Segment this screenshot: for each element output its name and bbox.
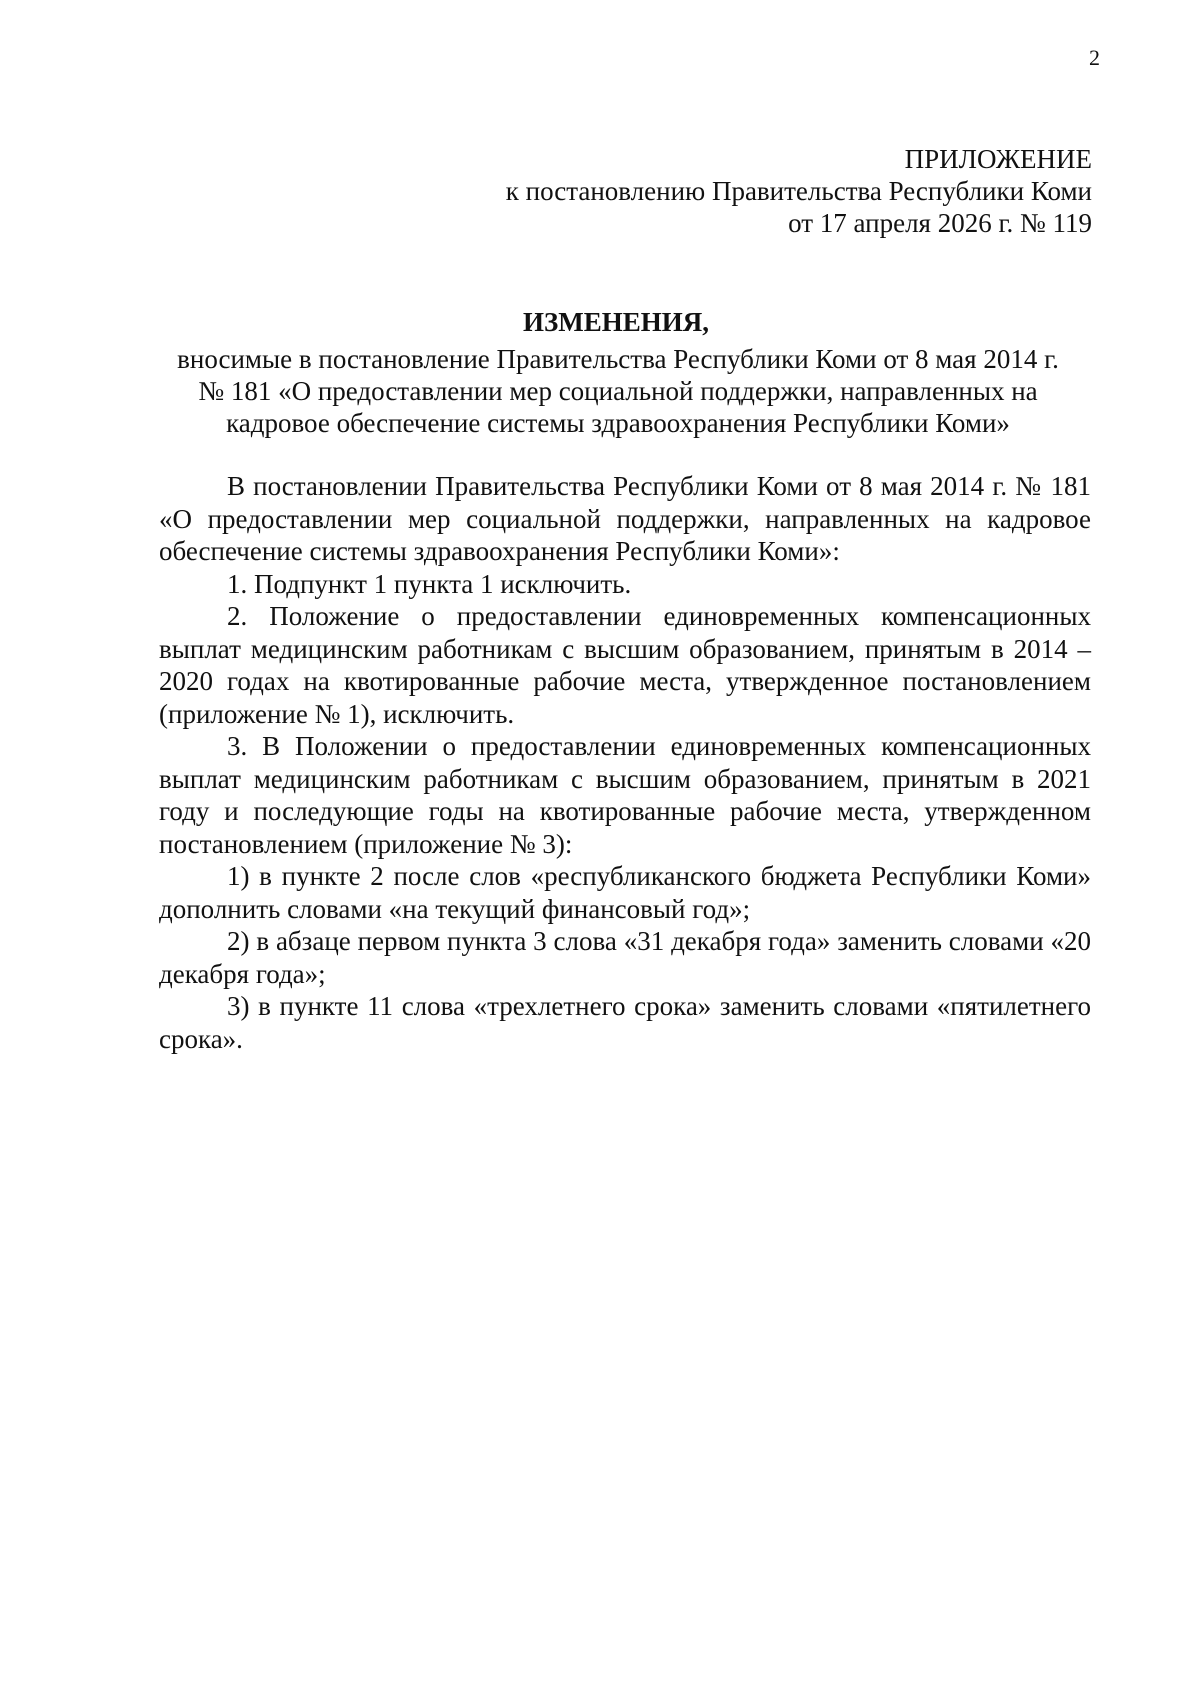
- appendix-reference: к постановлению Правительства Республики Коми: [505, 176, 1092, 206]
- body-paragraph: 2. Положение о предоставлении единовременных компенсационных выплат медицинским работникам с высшим образованием, принятым в 2014 – 2020 годах на квотированные рабочие места, утвержденное постановлением (приложение № 1), исключить.: [159, 601, 1091, 729]
- page-number: 2: [1089, 45, 1100, 70]
- body-paragraph: 1) в пункте 2 после слов «республиканского бюджета Республики Коми» дополнить словами «на текущий финансовый год»;: [159, 861, 1091, 924]
- body-paragraph: 3) в пункте 11 слова «трехлетнего срока» заменить словами «пятилетнего срока».: [159, 991, 1091, 1054]
- body-paragraph: 2) в абзаце первом пункта 3 слова «31 декабря года» заменить словами «20 декабря года»;: [159, 926, 1091, 989]
- appendix-label: ПРИЛОЖЕНИЕ: [904, 144, 1092, 174]
- subtitle-line: № 181 «О предоставлении мер социальной поддержки, направленных на: [198, 376, 1038, 406]
- body-paragraph: В постановлении Правительства Республики Коми от 8 мая 2014 г. № 181 «О предоставлении мер социальной поддержки, направленных на кадровое обеспечение системы здравоохранения Республики Коми»:: [159, 471, 1091, 566]
- subtitle-line: кадровое обеспечение системы здравоохранения Республики Коми»: [226, 408, 1010, 438]
- body-paragraph: 1. Подпункт 1 пункта 1 исключить.: [227, 568, 632, 599]
- document-title: ИЗМЕНЕНИЯ,: [522, 307, 709, 337]
- document-subtitle: [150, 343, 1086, 439]
- subtitle-line: вносимые в постановление Правительства Республики Коми от 8 мая 2014 г.: [177, 344, 1059, 374]
- body-paragraph: 3. В Положении о предоставлении единовременных компенсационных выплат медицинским работникам с высшим образованием, принятым в 2021 году и последующие годы на квотированные рабочие места, утвержденном постановлением (приложение № 3):: [159, 731, 1091, 859]
- appendix-date-number: от 17 апреля 2026 г. № 119: [788, 208, 1092, 238]
- appendix-header: [300, 143, 1092, 239]
- document-body: [159, 470, 1091, 1055]
